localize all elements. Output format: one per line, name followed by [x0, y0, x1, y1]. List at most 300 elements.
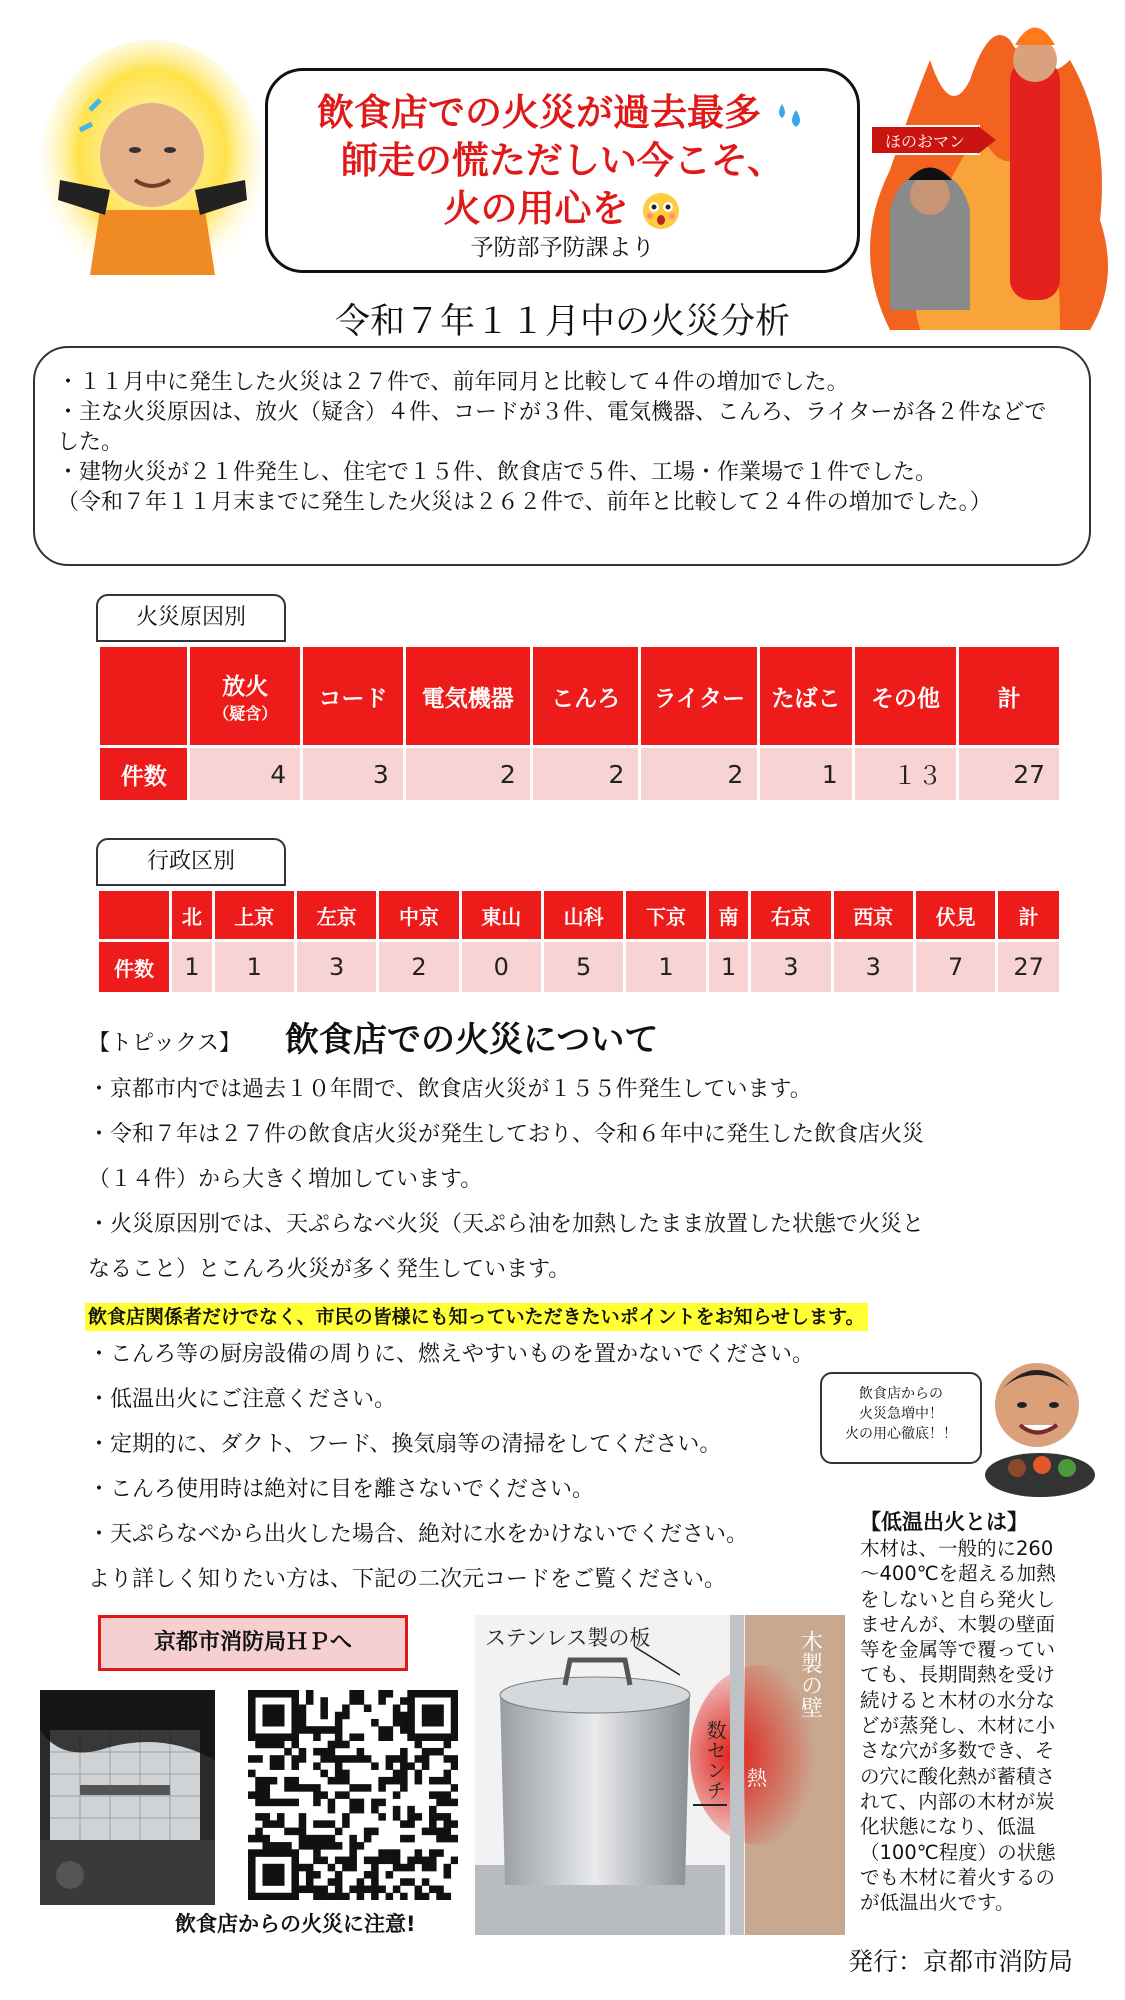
- qr-module: [248, 1864, 256, 1872]
- qr-module: [270, 1849, 278, 1857]
- qr-module: [328, 1777, 336, 1785]
- qr-module: [291, 1886, 299, 1894]
- header-cell: 中京: [379, 891, 458, 939]
- low-temp-line: （100℃程度）の状態: [860, 1840, 1056, 1864]
- qr-module: [378, 1726, 386, 1734]
- publisher: 発行：京都市消防局: [848, 1947, 1074, 1976]
- value-cell: 2: [533, 748, 639, 800]
- qr-module: [342, 1770, 350, 1778]
- headline-line1: 飲食店での火災が過去最多: [317, 91, 762, 134]
- qr-module: [357, 1697, 365, 1705]
- qr-module: [299, 1820, 307, 1828]
- header-cell: 下京: [626, 891, 705, 939]
- qr-module: [400, 1719, 408, 1727]
- qr-module: [255, 1849, 263, 1857]
- qr-module: [299, 1842, 307, 1850]
- qr-module: [415, 1893, 423, 1900]
- qr-module: [335, 1726, 343, 1734]
- qr-module: [320, 1893, 328, 1900]
- qr-module: [451, 1697, 458, 1705]
- qr-module: [386, 1893, 394, 1900]
- header-cell: 左京: [297, 891, 376, 939]
- qr-module: [328, 1893, 336, 1900]
- qr-module: [378, 1697, 386, 1705]
- qr-module: [357, 1690, 365, 1698]
- qr-module: [444, 1690, 452, 1698]
- low-temp-line: が低温出火です。: [860, 1891, 1015, 1915]
- qr-module: [364, 1755, 372, 1763]
- qr-module: [320, 1748, 328, 1756]
- point-item: ・天ぷらなべから出火した場合、絶対に水をかけないでください。: [88, 1522, 749, 1547]
- qr-module: [270, 1733, 278, 1741]
- photo-caption: 飲食店からの火災に注意!: [175, 1912, 416, 1936]
- qr-module: [451, 1799, 458, 1807]
- qr-module: [429, 1719, 437, 1727]
- qr-module: [342, 1893, 350, 1900]
- qr-module: [386, 1762, 394, 1770]
- qr-module: [422, 1712, 430, 1720]
- qr-module: [400, 1820, 408, 1828]
- qr-module: [371, 1719, 379, 1727]
- qr-module: [415, 1849, 423, 1857]
- qr-module: [291, 1741, 299, 1749]
- analysis-title: 令和７年１１月中の火災分析: [334, 302, 790, 342]
- qr-module: [277, 1712, 285, 1720]
- qr-module: [313, 1784, 321, 1792]
- qr-module: [291, 1893, 299, 1900]
- qr-module: [320, 1704, 328, 1712]
- qr-module: [400, 1755, 408, 1763]
- row-label: 件数: [100, 748, 187, 800]
- qr-code-graphic: [248, 1690, 458, 1900]
- qr-module: [248, 1770, 256, 1778]
- qr-module: [313, 1886, 321, 1894]
- callout-line: 火の用心徹底！！: [845, 1426, 957, 1442]
- qr-module: [335, 1893, 343, 1900]
- qr-module: [451, 1704, 458, 1712]
- qr-module: [262, 1820, 270, 1828]
- qr-module: [429, 1828, 437, 1836]
- qr-module: [262, 1719, 270, 1727]
- qr-module: [436, 1704, 444, 1712]
- qr-module: [436, 1799, 444, 1807]
- qr-module: [255, 1733, 263, 1741]
- low-temp-line: さな穴が多数でき、そ: [860, 1739, 1055, 1763]
- summary-line: （令和７年１１月末までに発生した火災は２６２件で、前年と比較して２４件の増加でした。）: [57, 490, 992, 515]
- qr-module: [436, 1813, 444, 1821]
- qr-module: [378, 1857, 386, 1865]
- qr-module: [262, 1842, 270, 1850]
- summary-line: ・主な火災原因は、放火（疑含）４件、コードが３件、電気機器、こんろ、ライターが各２件などでした。: [57, 400, 1047, 455]
- qr-module: [335, 1857, 343, 1865]
- header-cell: 右京: [751, 891, 830, 939]
- qr-module: [284, 1748, 292, 1756]
- qr-module: [284, 1849, 292, 1857]
- qr-module: [349, 1755, 357, 1763]
- qr-module: [429, 1748, 437, 1756]
- qr-module: [270, 1777, 278, 1785]
- ward-table: [96, 888, 1062, 995]
- qr-module: [270, 1871, 278, 1879]
- qr-module: [349, 1784, 357, 1792]
- low-temp-line: 等を金属等で覆ってい: [860, 1638, 1056, 1662]
- qr-module: [277, 1762, 285, 1770]
- qr-module: [371, 1857, 379, 1865]
- qr-module: [291, 1857, 299, 1865]
- qr-module: [313, 1842, 321, 1850]
- qr-module: [357, 1842, 365, 1850]
- mascot-avatar-right: [982, 1350, 1097, 1500]
- qr-module: [255, 1835, 263, 1843]
- qr-module: [284, 1784, 292, 1792]
- qr-module: [422, 1704, 430, 1712]
- point-item: ・こんろ使用時は絶対に目を離さないでください。: [88, 1477, 595, 1502]
- qr-module: [291, 1799, 299, 1807]
- qr-module: [306, 1886, 314, 1894]
- summary-line: ・建物火災が２１件発生し、住宅で１５件、飲食店で５件、工場・作業場で１件でした。: [57, 460, 938, 485]
- qr-module: [357, 1799, 365, 1807]
- qr-module: [284, 1828, 292, 1836]
- qr-module: [328, 1726, 336, 1734]
- qr-module: [357, 1886, 365, 1894]
- header-cell: 南: [709, 891, 749, 939]
- value-cell: 1: [215, 942, 294, 992]
- qr-module: [277, 1878, 285, 1886]
- qr-module: [451, 1784, 458, 1792]
- qr-module: [371, 1799, 379, 1807]
- qr-module: [436, 1791, 444, 1799]
- qr-module: [299, 1835, 307, 1843]
- qr-module: [429, 1886, 437, 1894]
- qr-module: [277, 1893, 285, 1900]
- qr-module: [291, 1697, 299, 1705]
- callout-line: 火災急増中！: [859, 1406, 943, 1422]
- qr-module: [357, 1806, 365, 1814]
- qr-module: [436, 1893, 444, 1900]
- qr-module: [270, 1820, 278, 1828]
- low-temp-diagram: [475, 1615, 845, 1935]
- low-temp-line: 木材は、一般的に260: [860, 1537, 1054, 1560]
- qr-module: [262, 1893, 270, 1900]
- qr-module: [451, 1762, 458, 1770]
- qr-module: [357, 1784, 365, 1792]
- qr-module: [349, 1733, 357, 1741]
- mascot-arrow: [978, 126, 996, 154]
- value-cell: 0: [462, 942, 541, 992]
- value-cell: 1: [709, 942, 749, 992]
- qr-module: [320, 1755, 328, 1763]
- qr-module: [320, 1886, 328, 1894]
- value-cell: 2: [379, 942, 458, 992]
- qr-module: [400, 1762, 408, 1770]
- qr-module: [270, 1893, 278, 1900]
- qr-module: [248, 1726, 256, 1734]
- qr-module: [371, 1806, 379, 1814]
- qr-module: [291, 1719, 299, 1727]
- qr-module: [436, 1886, 444, 1894]
- qr-module: [436, 1719, 444, 1727]
- qr-module: [320, 1820, 328, 1828]
- qr-module: [451, 1726, 458, 1734]
- qr-module: [400, 1697, 408, 1705]
- qr-module: [277, 1813, 285, 1821]
- value-cell: 3: [751, 942, 830, 992]
- qr-module: [306, 1726, 314, 1734]
- qr-module: [451, 1835, 458, 1843]
- qr-module: [291, 1704, 299, 1712]
- qr-module: [371, 1878, 379, 1886]
- qr-module: [444, 1755, 452, 1763]
- fire-dept-hp-link-button[interactable]: 京都市消防局ＨＰへ: [98, 1615, 408, 1671]
- qr-module: [248, 1755, 256, 1763]
- qr-module: [407, 1712, 415, 1720]
- fire-mascot-illustration: [830, 0, 1125, 330]
- qr-module: [306, 1784, 314, 1792]
- qr-module: [444, 1864, 452, 1872]
- qr-module: [415, 1857, 423, 1865]
- qr-module: [270, 1704, 278, 1712]
- header-cell: 放火 （疑含）: [190, 647, 300, 745]
- qr-module: [407, 1813, 415, 1821]
- qr-module: [299, 1748, 307, 1756]
- qr-module: [436, 1777, 444, 1785]
- qr-module: [299, 1784, 307, 1792]
- qr-module: [284, 1842, 292, 1850]
- qr-module: [407, 1719, 415, 1727]
- qr-module: [451, 1755, 458, 1763]
- qr-module: [436, 1748, 444, 1756]
- header-cell: 電気機器: [406, 647, 530, 745]
- qr-module: [270, 1712, 278, 1720]
- qr-module: [277, 1755, 285, 1763]
- qr-module: [415, 1741, 423, 1749]
- qr-module: [378, 1849, 386, 1857]
- qr-module: [429, 1864, 437, 1872]
- qr-module: [393, 1857, 401, 1865]
- qr-module: [386, 1871, 394, 1879]
- burnt-kitchen-photo: [40, 1690, 215, 1905]
- qr-module: [400, 1893, 408, 1900]
- qr-module: [277, 1864, 285, 1872]
- qr-module: [364, 1704, 372, 1712]
- qr-module: [415, 1755, 423, 1763]
- qr-module: [248, 1857, 256, 1865]
- qr-module: [299, 1828, 307, 1836]
- qr-module: [299, 1712, 307, 1720]
- qr-module: [255, 1791, 263, 1799]
- qr-module: [335, 1842, 343, 1850]
- qr-module: [436, 1690, 444, 1698]
- qr-module: [451, 1690, 458, 1698]
- qr-module: [444, 1828, 452, 1836]
- qr-module: [371, 1886, 379, 1894]
- qr-module: [429, 1712, 437, 1720]
- qr-module: [400, 1878, 408, 1886]
- qr-module: [364, 1871, 372, 1879]
- qr-module: [429, 1791, 437, 1799]
- header-cell: たばこ: [760, 647, 851, 745]
- cause-table-tab: 火災原因別: [96, 594, 286, 642]
- qr-module: [342, 1712, 350, 1720]
- qr-module: [349, 1886, 357, 1894]
- headline-line3: 火の用心を: [443, 187, 629, 230]
- qr-module: [291, 1733, 299, 1741]
- value-cell: 2: [406, 748, 530, 800]
- qr-module: [429, 1813, 437, 1821]
- qr-module: [378, 1799, 386, 1807]
- qr-module: [444, 1893, 452, 1900]
- qr-module: [415, 1733, 423, 1741]
- topics-line: ・京都市内では過去１０年間で、飲食店火災が１５５件発生しています。: [88, 1077, 812, 1102]
- qr-module: [436, 1828, 444, 1836]
- qr-module: [400, 1748, 408, 1756]
- qr-module: [277, 1842, 285, 1850]
- value-cell: 4: [190, 748, 300, 800]
- qr-module: [393, 1777, 401, 1785]
- qr-module: [357, 1755, 365, 1763]
- qr-module: [320, 1770, 328, 1778]
- qr-module: [407, 1733, 415, 1741]
- qr-module: [378, 1813, 386, 1821]
- qr-module: [306, 1697, 314, 1705]
- qr-module: [393, 1813, 401, 1821]
- qr-module: [291, 1871, 299, 1879]
- qr-module: [248, 1835, 256, 1843]
- qr-module: [299, 1813, 307, 1821]
- header-cell: その他: [855, 647, 957, 745]
- wood-wall-label: 木製の壁: [797, 1630, 823, 1718]
- qr-module: [255, 1893, 263, 1900]
- qr-module: [248, 1791, 256, 1799]
- qr-module: [422, 1755, 430, 1763]
- point-item: ・定期的に、ダクト、フード、換気扇等の清掃をしてください。: [88, 1432, 722, 1457]
- qr-module: [371, 1893, 379, 1900]
- qr-module: [451, 1733, 458, 1741]
- header-cell: 山科: [544, 891, 623, 939]
- value-cell: 27: [959, 748, 1059, 800]
- qr-module: [429, 1704, 437, 1712]
- topics-line: ・令和７年は２７件の飲食店火災が発生しており、令和６年中に発生した飲食店火災: [88, 1122, 925, 1147]
- qr-module: [349, 1857, 357, 1865]
- gap-label: 数センチ: [703, 1720, 727, 1800]
- qr-module: [444, 1777, 452, 1785]
- headline-bubble: [265, 68, 860, 273]
- qr-module: [270, 1878, 278, 1886]
- qr-module: [444, 1733, 452, 1741]
- qr-module: [349, 1697, 357, 1705]
- qr-module: [299, 1726, 307, 1734]
- value-cell: 27: [998, 942, 1059, 992]
- qr-module: [407, 1820, 415, 1828]
- qr-module: [291, 1726, 299, 1734]
- value-cell: 3: [297, 942, 376, 992]
- topics-title: 飲食店での火災について: [285, 1020, 659, 1060]
- qr-module: [262, 1849, 270, 1857]
- value-cell: 1: [760, 748, 851, 800]
- point-item: より詳しく知りたい方は、下記の二次元コードをご覧ください。: [88, 1567, 727, 1592]
- qr-module: [262, 1835, 270, 1843]
- heat-label: 熱: [747, 1766, 767, 1790]
- qr-module: [386, 1857, 394, 1865]
- qr-module: [415, 1813, 423, 1821]
- qr-module: [291, 1849, 299, 1857]
- qr-module: [284, 1799, 292, 1807]
- qr-module: [255, 1741, 263, 1749]
- qr-module: [386, 1726, 394, 1734]
- qr-module: [320, 1791, 328, 1799]
- qr-module: [364, 1784, 372, 1792]
- low-temp-line: れて、内部の木材が炭: [860, 1789, 1055, 1813]
- qr-module: [378, 1784, 386, 1792]
- qr-module: [255, 1777, 263, 1785]
- qr-module: [349, 1849, 357, 1857]
- steel-plate-label: ステンレス製の板: [485, 1626, 651, 1650]
- qr-module: [313, 1857, 321, 1865]
- qr-module: [342, 1704, 350, 1712]
- qr-module: [349, 1864, 357, 1872]
- qr-module: [342, 1857, 350, 1865]
- qr-module: [248, 1886, 256, 1894]
- qr-module: [342, 1755, 350, 1763]
- qr-module: [444, 1835, 452, 1843]
- qr-module: [313, 1726, 321, 1734]
- qr-module: [386, 1777, 394, 1785]
- qr-module: [328, 1842, 336, 1850]
- low-temp-line: 化状態になり、低温: [860, 1815, 1036, 1839]
- qr-module: [371, 1871, 379, 1879]
- qr-module: [422, 1690, 430, 1698]
- qr-module: [393, 1864, 401, 1872]
- qr-module: [255, 1799, 263, 1807]
- qr-module: [335, 1828, 343, 1836]
- qr-module: [364, 1828, 372, 1836]
- value-cell: 7: [916, 942, 995, 992]
- qr-module: [393, 1886, 401, 1894]
- qr-module: [291, 1762, 299, 1770]
- qr-module: [291, 1864, 299, 1872]
- qr-module: [393, 1806, 401, 1814]
- qr-module: [335, 1719, 343, 1727]
- qr-module: [335, 1733, 343, 1741]
- qr-module: [393, 1755, 401, 1763]
- qr-module: [400, 1784, 408, 1792]
- qr-module: [328, 1755, 336, 1763]
- header-cell: 計: [998, 891, 1059, 939]
- qr-module: [407, 1690, 415, 1698]
- table-corner: [99, 891, 169, 939]
- qr-module: [378, 1733, 386, 1741]
- qr-module: [400, 1770, 408, 1778]
- qr-module: [313, 1799, 321, 1807]
- qr-module: [306, 1835, 314, 1843]
- value-cell: 1: [172, 942, 212, 992]
- qr-module: [262, 1864, 270, 1872]
- qr-module: [451, 1857, 458, 1865]
- qr-module: [291, 1755, 299, 1763]
- qr-module: [400, 1726, 408, 1734]
- qr-module: [436, 1712, 444, 1720]
- qr-module: [320, 1726, 328, 1734]
- qr-module: [386, 1755, 394, 1763]
- qr-module: [451, 1719, 458, 1727]
- highlight-notice: 飲食店関係者だけでなく、市民の皆様にも知っていただきたいポイントをお知らせします。: [85, 1303, 868, 1331]
- callout-line: 飲食店からの: [859, 1386, 943, 1402]
- qr-module: [422, 1864, 430, 1872]
- qr-code[interactable]: [248, 1690, 458, 1900]
- headline-line2: 師走の慌ただしい今こそ、: [340, 139, 785, 182]
- qr-module: [328, 1864, 336, 1872]
- qr-module: [313, 1748, 321, 1756]
